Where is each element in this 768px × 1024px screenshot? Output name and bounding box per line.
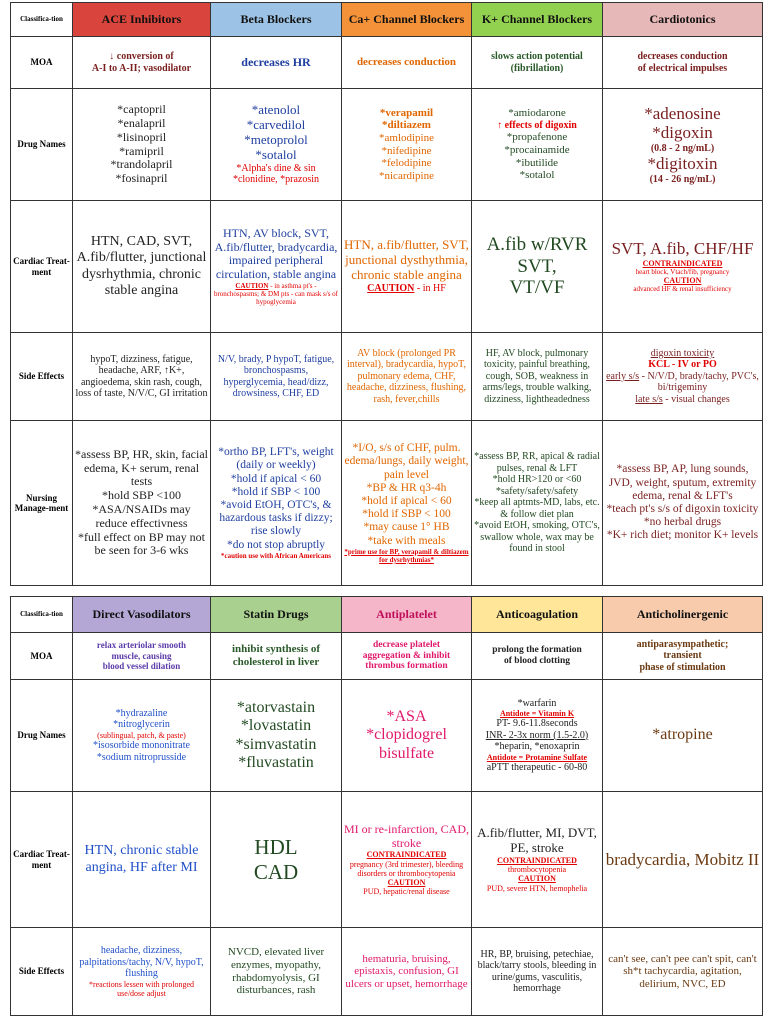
cardiac-anticholin: bradycardia, Mobitz II [603,792,763,928]
moa-line: phase of stimulation [639,661,726,673]
moa-line: cholesterol in liver [232,656,320,668]
nursing-item: *I/O, s/s of CHF, pulm. edema/lungs, daily weight, pain level [344,442,469,481]
drug-item: bisulfate [378,744,435,762]
nursing-beta [211,421,342,586]
moa-line: prolong the formation [492,645,582,656]
drug-item: *sotalol [519,169,555,182]
moa-ace [73,37,211,89]
row-label-side: Side Effects [11,928,73,1016]
nursing-cardio [603,421,763,586]
nursing-item: *K+ rich diet; monitor K+ levels [606,529,759,542]
drugs-cardio [603,89,763,201]
header-anticoagulation: Anticoagulation [472,597,603,633]
drug-item: *digoxin [652,123,713,143]
classification-label: Classifica-tion [11,3,73,37]
drug-item: *warfarin [517,697,557,709]
header-k-channel-blockers: K+ Channel Blockers [472,3,603,37]
cardiac-text: SVT, [517,255,557,277]
drug-item: *ramipril [119,143,164,158]
drug-item: *nifedipine [381,144,432,157]
nursing-item: *hold if SBP < 100 [231,485,321,498]
drug-item: *hydrazaline [115,707,168,719]
moa-line: decrease platelet [372,639,441,650]
drug-range: (14 - 26 ng/mL) [649,173,716,185]
moa-k [472,37,603,89]
moa-beta: decreases HR [211,37,342,89]
header-ace-inhibitors: ACE Inhibitors [73,3,211,37]
moa-line: aggregation & inhibit [362,650,451,661]
caution-text: - in HF [414,283,446,295]
drugs-statin [211,680,342,792]
early-ss-text: - N/V/D, brady/tachy, PVC's, bi/trigeminy [639,370,759,394]
caution-label: CAUTION [387,877,426,887]
moa-anticoag [472,633,603,680]
header-row [11,597,763,633]
drug-item: *sotalol [255,146,297,162]
drugs-beta [211,89,342,201]
side-cardio-1: digoxin toxicity [650,347,715,359]
nursing-item: *ortho BP, LFT's, weight (daily or weekly) [218,446,334,472]
nursing-item: *avoid EtOH, smoking, OTC's, swallow whole, wax may be found in stool [474,520,600,555]
moa-line: inhibit synthesis of [231,643,321,656]
cardiac-caution [344,283,469,295]
cardiac-beta [211,201,342,333]
cardiac-text: VT/VF [509,277,565,299]
contraindicated-text: heart block, Vtach/fib, pregnancy [635,268,730,277]
cardiac-caution [213,282,339,306]
side-beta: N/V, brady, P hypoT, fatigue, bronchospasms, hyperglycemia, head/dizz, drowsiness, CHF, ED [211,333,342,421]
side-vaso [73,928,211,1016]
nursing-item: *teach pt's s/s of digoxin toxicity [606,503,759,515]
side-cardio-2: KCL - IV or PO [648,359,717,371]
caution-label: CAUTION [663,276,702,286]
moa-line: of blood clotting [504,656,570,666]
nursing-item: *hold if apical < 60 [361,494,452,507]
cardiac-text: HDL [254,835,298,860]
side-ca: AV block (prolonged PR interval), bradycardia, hypoT, pulmonary edema, CHF, headache, dizziness, flushing, rash, fever,chills [342,333,472,421]
drug-item: *amiodarone [508,107,566,120]
cardiac-text: A.fib w/RVR [486,233,588,255]
row-label-moa: MOA [11,37,73,89]
header-anticholinergenic: Anticholinergenic [603,597,763,633]
moa-cardio [603,37,763,89]
cardiac-text: SVT, A.fib, CHF/HF [611,239,754,259]
cardiac-k [472,201,603,333]
cardiac-vaso: HTN, chronic stable angina, HF after MI [73,792,211,928]
moa-line: transient [663,650,702,662]
caution-label: CAUTION [367,283,415,295]
drug-item: *atenolol [251,102,301,118]
drug-item: *fluvastatin [238,753,314,771]
drugs-antiplatelet [342,680,472,792]
moa-cardio-line1: decreases conduction [637,51,728,62]
classification-label: Classifica-tion [11,597,73,633]
row-label-cardiac: Cardiac Treat-ment [11,201,73,333]
cardiac-ca [342,201,472,333]
header-antiplatelet: Antiplatelet [342,597,472,633]
drug-note: (sublingual, patch, & paste) [97,730,186,740]
nursing-item: *full effect on BP may not be seen for 3-6 wks [78,529,205,558]
nursing-note: *caution use with African Americans [220,551,332,560]
moa-row [11,37,763,89]
side-ace: hypoT, dizziness, fatigue, headache, ARF, ↑K+, angioedema, skin rash, cough, loss of taste, N/V/C, GI irritation [73,333,211,421]
drug-item: *diltiazem [382,119,431,132]
cardiac-statin [211,792,342,928]
caution-text: advanced HF & renal insufficiency [633,285,732,294]
nursing-item: *take with meals [367,534,446,547]
side-statin: NVCD, elevated liver enzymes, myopathy, rhabdomyolysis, GI disturbances, rash [211,928,342,1016]
drugs-vaso [73,680,211,792]
drug-item: *clopidogrel [366,726,447,744]
drug-item: *lovastatin [240,717,312,735]
nursing-item: *hold SBP <100 [101,488,181,503]
side-cardio-3 [605,371,760,394]
header-beta-blockers: Beta Blockers [211,3,342,37]
nursing-k [472,421,603,586]
contraindicated-text: thrombocytopenia [507,865,567,875]
caution-text: PUD, severe HTN, hemophelia [486,883,588,893]
drug-item: *captopril [117,102,166,117]
drug-note: *clonidine, *prazosin [232,174,320,186]
side-effects-row [11,928,763,1016]
lab-range: aPTT therapeutic - 60-80 [486,761,588,773]
cardiac-anticoag [472,792,603,928]
drug-item: *nicardipine [379,169,434,182]
contraindicated-label: CONTRAINDICATED [642,259,723,269]
side-k: HF, AV block, pulmonary toxicity, painful breathing, cough, SOB, weakness in arms/legs, trouble walking, dizziness, lightheadedness [472,333,603,421]
drug-item: *atorvastain [236,698,316,716]
nursing-item: *do not stop abruptly [226,538,326,551]
moa-line: antiparasympathetic; [636,638,729,650]
drug-item: *enalapril [117,115,166,130]
moa-vaso [73,633,211,680]
row-label-side: Side Effects [11,333,73,421]
drug-item: *heparin, *enoxaprin [494,741,580,753]
moa-k-line1: slows action potential [491,51,583,62]
side-anticoag: HR, BP, bruising, petechiae, black/tarry stools, bleeding in urine/gums, vasculitis, hemorrhage [472,928,603,1016]
drug-item: *ibutilide [515,156,559,169]
nursing-item: *may cause 1° HB [363,521,450,534]
moa-cardio-line2: of electrical impulses [637,62,728,74]
moa-line: muscle, causing [111,650,172,661]
drug-item: *lisinopril [116,129,167,144]
cardiac-row [11,201,763,333]
drug-item: *sodium nitroprusside [96,751,187,763]
cardiac-antiplatelet [342,792,472,928]
caution-text: - in asthma pt's - bronchospasms; & DM pts - can mask s/s of hypoglycemia [213,282,339,307]
moa-ace-line1: ↓ conversion of [109,51,174,62]
header-cardiotonics: Cardiotonics [603,3,763,37]
nursing-item: *hold HR>120 or <60 [492,474,582,486]
drug-item: *trandolapril [110,157,173,172]
drugs-row [11,680,763,792]
nursing-item: *hold if apical < 60 [230,472,322,485]
drug-item: *carvedilol [246,117,306,133]
lab-range: INR- 2-3x norm (1.5-2.0) [485,729,589,741]
moa-row [11,633,763,680]
drug-item: *amlodipine [379,131,434,144]
drugs-anticoag [472,680,603,792]
contraindicated-text: pregnancy (3rd trimester), bleeding disorders or thrombocytopenia [349,859,464,878]
row-label-drugs: Drug Names [11,89,73,201]
moa-statin [211,633,342,680]
nursing-item: *safety/safety/safety [495,485,579,497]
moa-ace-line2: A-I to A-II; vasodilator [91,62,192,74]
antidote: Antidote = Protamine Sulfate [486,752,588,762]
moa-anticholin [603,633,763,680]
side-cardio-4 [605,394,760,406]
moa-line: relax arteriolar smooth [96,640,187,651]
cardiac-text: CAD [253,859,299,884]
nursing-item: *keep all aptmts-MD, labs, etc. & follow diet plan [474,497,600,520]
moa-line: blood vessel dilation [102,661,181,672]
nursing-item: *assess BP, AP, lung sounds, JVD, weight, sputum, extremity edema, renal & LFT's [608,463,757,502]
drug-item: *ASA [386,707,427,725]
nursing-item: *no herbal drugs [643,516,722,529]
early-ss: early s/s [606,370,640,382]
drug-range: (0.8 - 2 ng/mL) [650,142,715,154]
row-label-cardiac: Cardiac Treat-ment [11,792,73,928]
cardiac-text: A.fib/flutter, MI, DVT, PE, stroke [477,825,597,856]
drug-note: *Alpha's dine & sin [236,162,316,174]
nursing-item: *avoid EtOH, OTC's, & hazardous tasks if dizzy; rise slowly [219,498,333,538]
side-antiplatelet: hematuria, bruising, epistaxis, confusion, GI ulcers or upset, hemorrhage [342,928,472,1016]
late-ss: late s/s [635,393,663,405]
drug-item: *fosinapril [115,171,168,186]
side-note: *reactions lessen with prolonged use/dose adjust [88,979,195,998]
cardiac-row [11,792,763,928]
drugs-k [472,89,603,201]
drug-item: *adenosine [644,103,721,123]
nursing-item: *assess BP, RR, apical & radial pulses, renal & LFT [474,451,600,474]
header-ca-channel-blockers: Ca+ Channel Blockers [342,3,472,37]
cardiac-text: HTN, a.fib/flutter, SVT, junctional dysthythmia, chronic stable angina [344,237,469,283]
caution-label: CAUTION [235,282,269,291]
nursing-item: *assess BP, HR, skin, facial edema, K+ serum, renal tests [75,446,208,489]
drug-item: *simvastatin [235,735,317,753]
cardiac-text: MI or re-infarction, CAD, stroke [344,821,469,850]
drug-item: *procainamide [504,143,570,156]
contraindicated-label: CONTRAINDICATED [497,856,577,866]
drugs-ace [73,89,211,201]
drug-item: *propafenone [506,131,568,144]
cardiac-cardio [603,201,763,333]
nursing-note: *prime use for BP, verapamil & diltiazem for dysrhythmias* [344,547,469,564]
header-direct-vasodilators: Direct Vasodilators [73,597,211,633]
side-effects-row [11,333,763,421]
drug-item: *felodipine [381,157,432,170]
nursing-item: *BP & HR q3-4h [366,481,447,494]
moa-k-line2: (fibrillation) [510,62,564,74]
late-ss-text: - visual changes [662,393,730,405]
side-cardio [603,333,763,421]
drugs-ca [342,89,472,201]
nursing-item: *hold if SBP < 100 [362,508,451,521]
header-row [11,3,763,37]
moa-ca: decreases conduction [342,37,472,89]
moa-line: thrombus formation [365,661,448,672]
nursing-item: *ASA/NSAIDs may reduce effectivness [92,502,191,530]
antidote: Antidote = Vitamin K [499,709,575,719]
cardiac-ace: HTN, CAD, SVT, A.fib/flutter, junctional dysrhythmia, chronic stable angina [73,201,211,333]
top-table [10,2,763,586]
side-text: headache, dizziness, palpitations/tachy, N/V, hypoT, flushing [79,945,204,980]
lab-range: PT- 9.6-11.8seconds [496,718,578,730]
drug-item: *verapamil [379,106,434,119]
bottom-table [10,596,763,1016]
drug-item: *metoprolol [244,132,308,147]
row-label-drugs: Drug Names [11,680,73,792]
row-label-nursing: Nursing Manage-ment [11,421,73,586]
nursing-ace [73,421,211,586]
caution-text: PUD, hepatic/renal disease [363,887,450,897]
caution-label: CAUTION [518,874,556,884]
moa-antiplatelet [342,633,472,680]
nursing-ca [342,421,472,586]
row-label-moa: MOA [11,633,73,680]
drug-item: *isosorbide mononitrate [93,740,190,752]
drugs-anticholin: *atropine [603,680,763,792]
drugs-row [11,89,763,201]
drug-item: *nitroglycerin [113,719,170,731]
drug-note: ↑ effects of digoxin [497,119,577,131]
side-anticholin: can't see, can't pee can't spit, can't sh*t tachycardia, agitation, delirium, NVC, ED [603,928,763,1016]
contraindicated-label: CONTRAINDICATED [366,850,447,860]
cardiac-text: HTN, AV block, SVT, A.fib/flutter, bradycardia, impaired peripheral circulation, stable angina [214,225,338,282]
nursing-row [11,421,763,586]
header-statin-drugs: Statin Drugs [211,597,342,633]
drug-item: *digitoxin [647,154,718,174]
